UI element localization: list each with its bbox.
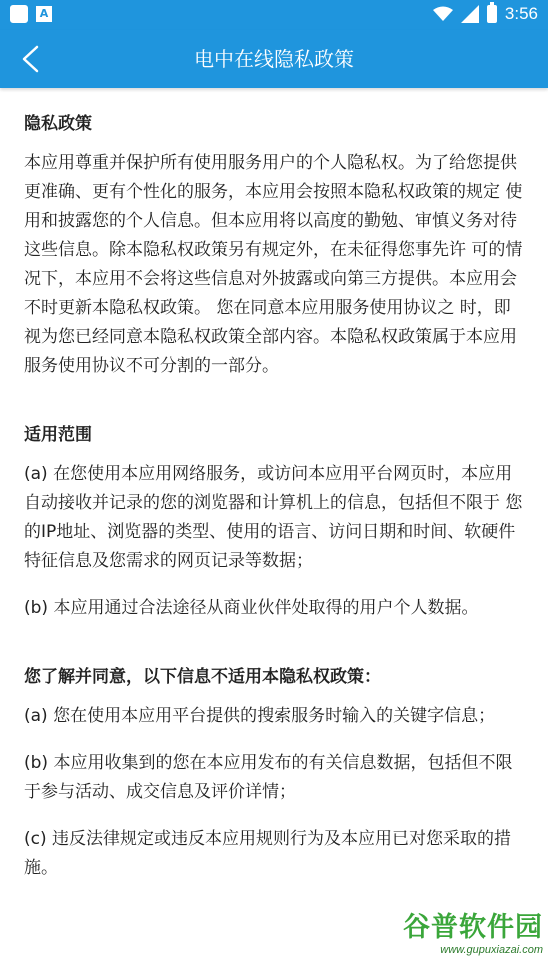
paragraph-exclusion-a: (a) 您在使用本应用平台提供的搜索服务时输入的关键字信息； [24, 706, 496, 726]
section-title-privacy: 隐私政策 [24, 114, 92, 134]
paragraph-exclusion-c: (c) 违反法律规定或违反本应用规则行为及本应用已对您采取的措施。 [24, 829, 512, 878]
battery-icon [487, 5, 497, 23]
section-title-exclusions: 您了解并同意，以下信息不适用本隐私权政策： [24, 667, 381, 687]
paragraph-scope-a: (a) 在您使用本应用网络服务，或访问本应用平台网页时，本应用自动接收并记录的您的浏览器和计算机上的信息，包括但不限于 您的IP地址、浏览器的类型、使用的语言、访问日期和时间、软硬件特征信息及您需求的网页记录等数据； [24, 464, 523, 571]
section-title-scope: 适用范围 [24, 425, 92, 445]
status-left [10, 5, 52, 23]
signal-icon [461, 5, 479, 23]
notification-square-icon [10, 5, 28, 23]
wifi-icon [433, 6, 453, 22]
watermark-url: www.gupuxiazai.com [440, 944, 543, 956]
status-time: 3:56 [504, 4, 538, 23]
paragraph-privacy-intro: 本应用尊重并保护所有使用服务用户的个人隐私权。为了给您提供更准确、更有个性化的服务，本应用会按照本隐私权政策的规定 使用和披露您的个人信息。但本应用将以高度的勤勉、审慎义务对待这些信息。除本隐私权政策另有规定外，在未征得您事先许 可的情况下，本应用不会将这些信息对外披露或向第三方提供。本应用会不时更新本隐私权政策。 您在同意本应用服务使用协议之 时，即视为您已经同意本隐私权政策全部内容。本隐私权政策属于本应用服务使用协议不可分割的一部分。 [24, 153, 523, 376]
nav-bar [0, 30, 548, 88]
policy-content[interactable] [24, 100, 524, 972]
status-right [433, 4, 538, 24]
paragraph-scope-b: (b) 本应用通过合法途径从商业伙伴处取得的用户个人数据。 [24, 598, 479, 618]
a-app-icon: A [36, 6, 52, 22]
watermark-logo: 谷普软件园 [403, 912, 543, 943]
page-title: 电中在线隐私政策 [194, 47, 354, 71]
status-bar [0, 0, 548, 30]
paragraph-exclusion-b: (b) 本应用收集到的您在本应用发布的有关信息数据，包括但不限于参与活动、成交信息及评价详情； [24, 753, 513, 802]
